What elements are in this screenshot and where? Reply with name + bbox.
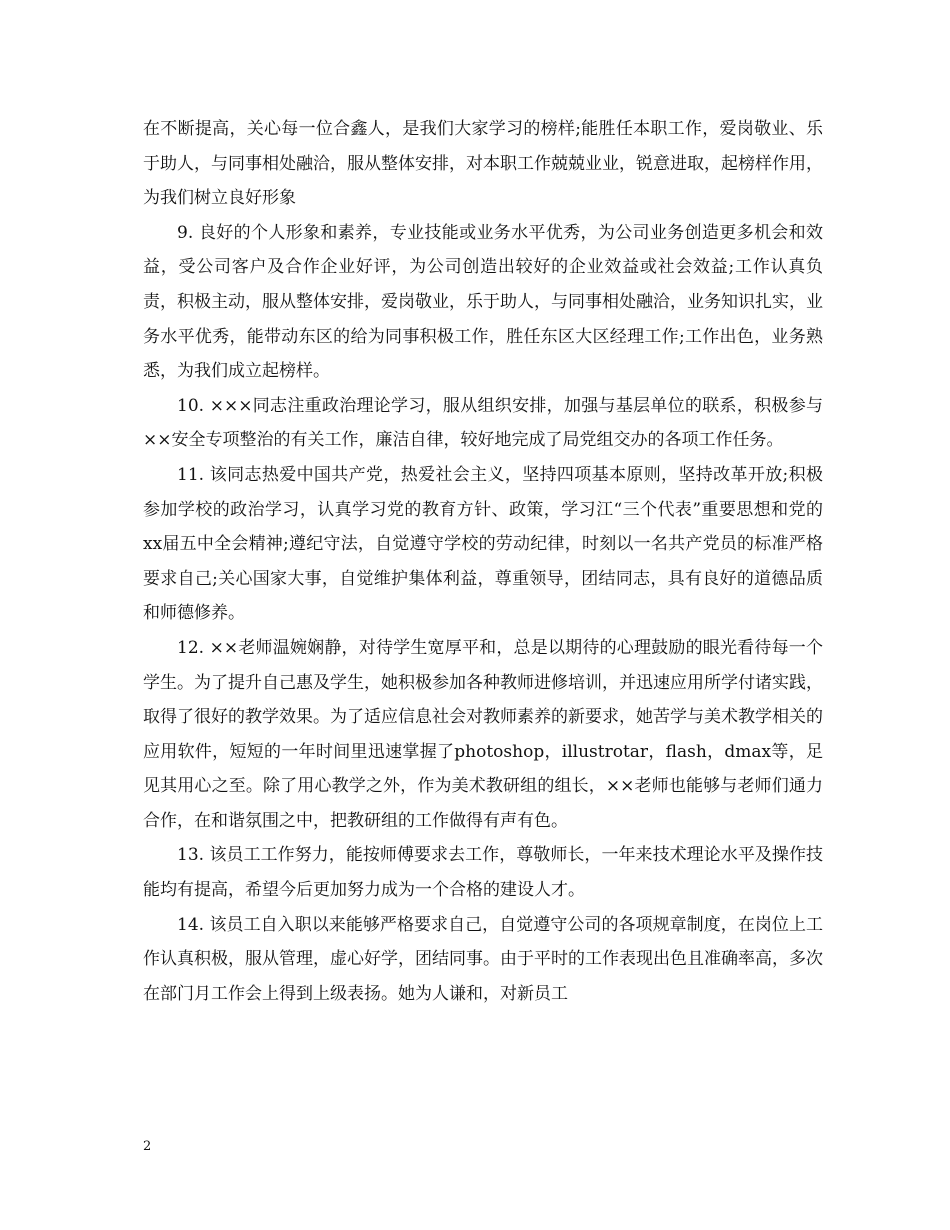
- paragraph-item-13: 13. 该员工工作努力，能按师傅要求去工作，尊敬师长，一年来技术理论水平及操作技能均有提高，希望今后更加努力成为一个合格的建设人才。: [143, 845, 823, 901]
- document-body: [143, 112, 823, 1011]
- paragraph-item-11: 11. 该同志热爱中国共产党，热爱社会主义，坚持四项基本原则，坚持改革开放;积极参加学校的政治学习，认真学习党的教育方针、政策，学习江“三个代表”重要思想和党的xx届五中全会精神;遵纪守法，自觉遵守学校的劳动纪律，时刻以一名共产党员的标准严格要求自己;关心国家大事，自觉维护集体利益，尊重领导，团结同志，具有良好的道德品质和师德修养。: [143, 464, 823, 624]
- page-number: 2: [143, 1139, 152, 1154]
- paragraph-item-10: 10. ×××同志注重政治理论学习，服从组织安排，加强与基层单位的联系，积极参与××安全专项整治的有关工作，廉洁自律，较好地完成了局党组交办的各项工作任务。: [143, 395, 823, 451]
- paragraph-item-9: 9. 良好的个人形象和素养，专业技能或业务水平优秀，为公司业务创造更多机会和效益，受公司客户及合作企业好评，为公司创造出较好的企业效益或社会效益;工作认真负责，积极主动，服从整体安排，爱岗敬业，乐于助人，与同事相处融洽，业务知识扎实，业务水平优秀，能带动东区的给为同事积极工作，胜任东区大区经理工作;工作出色，业务熟悉，为我们成立起榜样。: [143, 222, 823, 382]
- paragraph-item-12: 12. ××老师温婉娴静，对待学生宽厚平和，总是以期待的心理鼓励的眼光看待每一个学生。为了提升自己惠及学生，她积极参加各种教师进修培训，并迅速应用所学付诸实践，取得了很好的教学效果。为了适应信息社会对教师素养的新要求，她苦学与美术教学相关的应用软件，短短的一年时间里迅速掌握了photoshop，illustrotar，flash，dmax等，足见其用心之至。除了用心教学之外，作为美术教研组的组长，××老师也能够与老师们通力合作，在和谐氛围之中，把教研组的工作做得有声有色。: [143, 637, 823, 831]
- paragraph-continuation: 在不断提高，关心每一位合鑫人，是我们大家学习的榜样;能胜任本职工作，爱岗敬业、乐于助人，与同事相处融洽，服从整体安排，对本职工作兢兢业业，锐意进取，起榜样作用，为我们树立良好形象: [143, 119, 823, 209]
- paragraph-item-14: 14. 该员工自入职以来能够严格要求自己，自觉遵守公司的各项规章制度，在岗位上工作认真积极，服从管理，虚心好学，团结同事。由于平时的工作表现出色且准确率高，多次在部门月工作会上得到上级表扬。她为人谦和，对新员工: [143, 914, 823, 1004]
